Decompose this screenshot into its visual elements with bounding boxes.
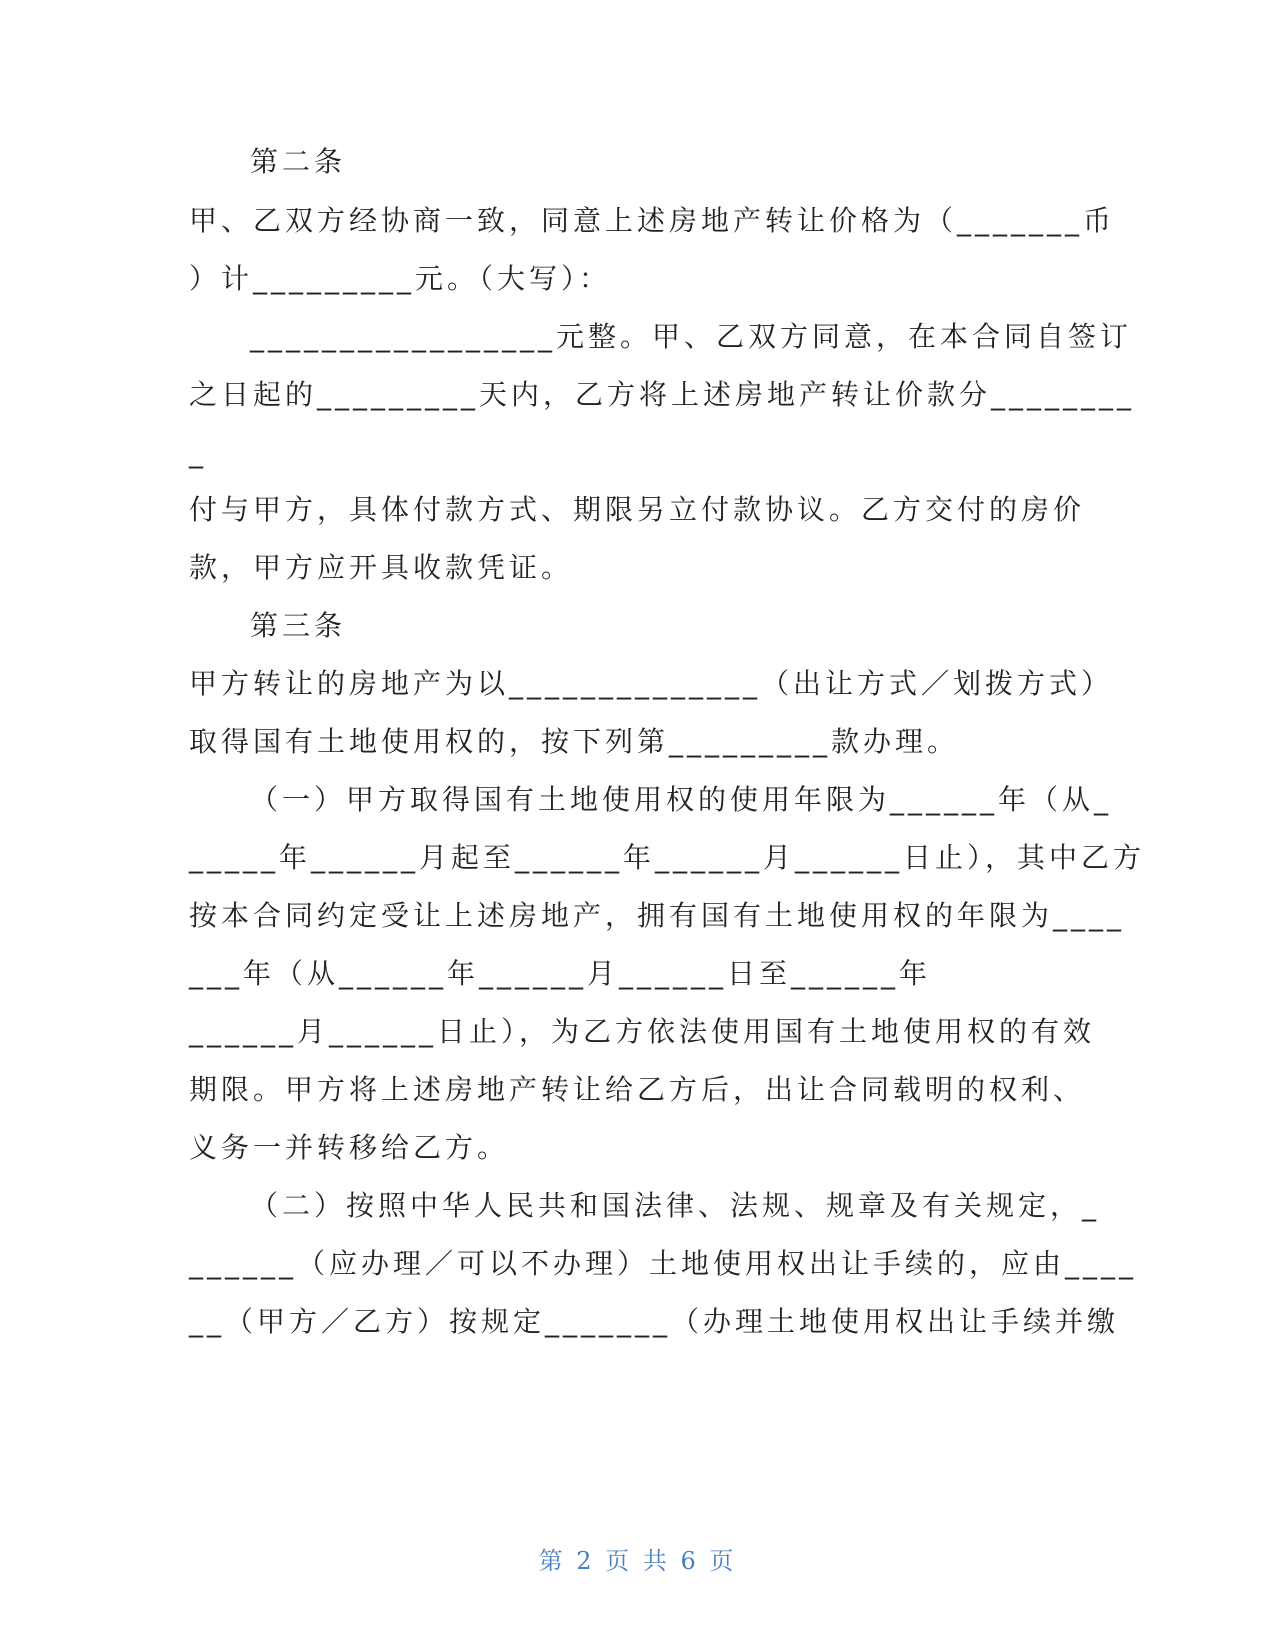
paragraph-line: _________________元整。甲、乙双方同意，在本合同自签订 [250,320,1133,353]
paragraph-line: 之日起的_________天内，乙方将上述房地产转让价款分________ [189,378,1136,411]
paragraph-line: 取得国有土地使用权的，按下列第_________款办理。 [189,725,960,758]
paragraph-line: ）计_________元。（大写）： [189,262,612,295]
paragraph-line: ______月______日止），为乙方依法使用国有土地使用权的有效 [189,1015,1096,1048]
paragraph-line: 甲方转让的房地产为以______________（出让方式／划拨方式） [189,667,1114,700]
paragraph-line: __（甲方／乙方）按规定_______（办理土地使用权出让手续并缴 [189,1305,1120,1338]
paragraph-line: 甲、乙双方经协商一致，同意上述房地产转让价格为（_______币 [189,204,1116,237]
paragraph-line: _ [189,436,207,469]
paragraph-line: 付与甲方，具体付款方式、期限另立付款协议。乙方交付的房价 [189,493,1086,526]
page-number: 第 2 页 共 6 页 [538,1547,737,1575]
paragraph-line: 按本合同约定受让上述房地产，拥有国有土地使用权的年限为____ [189,899,1126,932]
paragraph-line: ______（应办理／可以不办理）土地使用权出让手续的，应由____ [189,1247,1138,1280]
paragraph-line: （二）按照中华人民共和国法律、法规、规章及有关规定，_ [250,1189,1101,1222]
paragraph-line: （一）甲方取得国有土地使用权的使用年限为______年（从_ [250,783,1113,816]
paragraph-line: _____年______月起至______年______月______日止），其中乙方 [189,841,1146,874]
paragraph-line: 款，甲方应开具收款凭证。 [189,551,574,584]
article-3-heading: 第三条 [250,609,347,642]
paragraph-line: ___年（从______年______月______日至______年 [189,957,932,990]
article-2-heading: 第二条 [250,145,347,178]
paragraph-line: 期限。甲方将上述房地产转让给乙方后，出让合同载明的权利、 [189,1073,1086,1106]
paragraph-line: 义务一并转移给乙方。 [189,1131,510,1164]
